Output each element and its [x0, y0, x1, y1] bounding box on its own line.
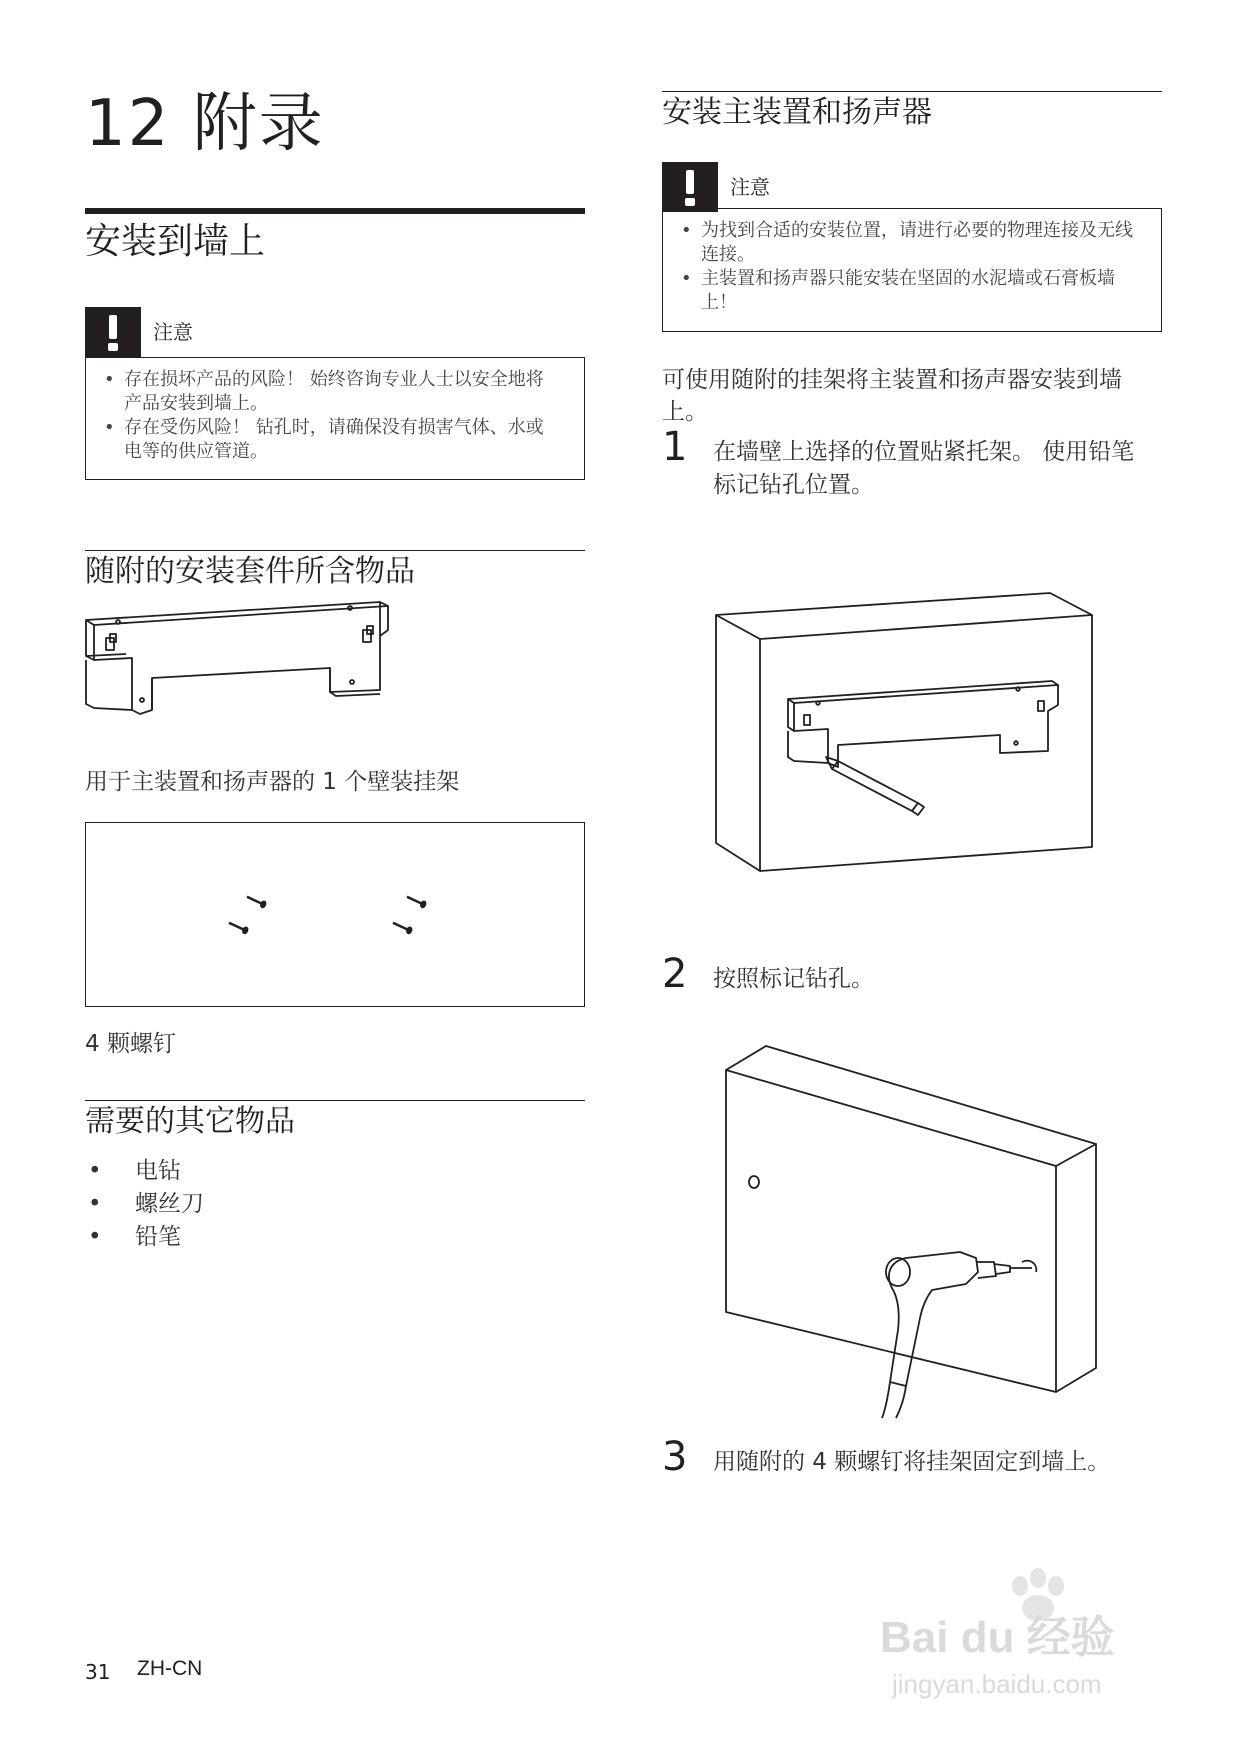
subsection-rule — [85, 550, 585, 551]
caution-item: • 主装置和扬声器只能安装在坚固的水泥墙或石膏板墙上！ — [675, 267, 1135, 315]
other-items-title: 需要的其它物品 — [85, 1104, 295, 1139]
screw-icon — [391, 919, 413, 935]
caution-label: 注意 — [730, 175, 770, 199]
screws-box — [85, 822, 585, 1007]
step-number: 2 — [662, 951, 688, 997]
baidu-watermark — [880, 1568, 1170, 1718]
screw-icon — [405, 893, 427, 909]
step2-illustration — [710, 1040, 1110, 1420]
screw-icon — [227, 919, 249, 935]
caution-item: • 存在损坏产品的风险！ 始终咨询专业人士以安全地将产品安装到墙上。 — [98, 368, 558, 416]
step-text: 按照标记钻孔。 — [713, 966, 874, 992]
caution-box-left — [85, 357, 585, 480]
list-item: • 铅笔 — [85, 1221, 485, 1254]
caution-item: • 为找到合适的安装位置，请进行必要的物理连接及无线连接。 — [675, 219, 1135, 267]
page-number: 31 — [85, 1660, 111, 1684]
list-item: • 螺丝刀 — [85, 1188, 485, 1221]
watermark-brand: Bai du 经验 — [880, 1613, 1115, 1662]
drill-icon — [882, 1252, 1036, 1418]
screws-caption: 4 颗螺钉 — [85, 1031, 176, 1057]
wall-bracket-icon — [788, 681, 1058, 767]
drill-hole-icon — [749, 1176, 759, 1188]
kit-contents-title: 随附的安装套件所含物品 — [85, 554, 415, 589]
step-number: 3 — [662, 1434, 688, 1480]
caution-header-right — [662, 162, 1162, 212]
step1-illustration — [700, 585, 1100, 875]
mount-section-title: 安装主装置和扬声器 — [662, 95, 932, 130]
exclamation-icon — [662, 162, 718, 212]
watermark-url: jingyan.baidu.com — [892, 1669, 1102, 1699]
step-number: 1 — [662, 424, 688, 470]
step-text: 在墙壁上选择的位置贴紧托架。 使用铅笔标记钻孔位置。 — [713, 439, 1135, 498]
screw-icon — [245, 893, 267, 909]
step-text: 用随附的 4 颗螺钉将挂架固定到墙上。 — [713, 1449, 1111, 1475]
subsection-rule — [85, 1100, 585, 1101]
wall-bracket-illustration — [80, 600, 410, 720]
section-rule — [85, 208, 585, 214]
caution-box-right — [662, 208, 1162, 332]
other-items-list — [85, 1155, 485, 1254]
exclamation-icon — [85, 307, 141, 357]
list-item: • 电钻 — [85, 1155, 485, 1188]
subsection-rule — [662, 91, 1162, 92]
caution-label: 注意 — [153, 320, 193, 344]
mount-intro: 可使用随附的挂架将主装置和扬声器安装到墙上。 — [662, 367, 1122, 425]
bracket-caption: 用于主装置和扬声器的 1 个壁装挂架 — [85, 769, 460, 795]
pencil-icon — [826, 757, 924, 815]
caution-item: • 存在受伤风险！ 钻孔时，请确保没有损害气体、水或电等的供应管道。 — [98, 416, 558, 464]
language-code: ZH-CN — [137, 1657, 203, 1680]
section-title-wall-mount: 安装到墙上 — [85, 221, 266, 262]
caution-header-left — [85, 307, 585, 357]
chapter-title: 12 附录 — [85, 87, 325, 161]
